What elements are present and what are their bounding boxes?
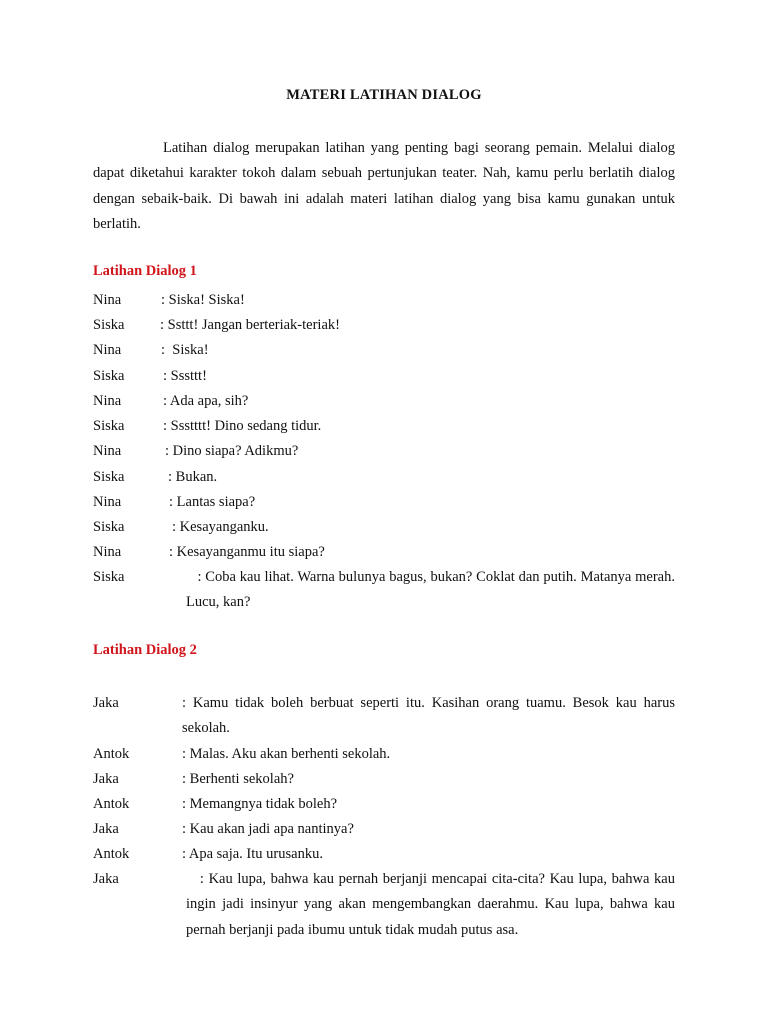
speaker-name: Siska: [93, 469, 125, 485]
dialog-text: : Apa saja. Itu urusanku.: [182, 846, 323, 862]
speaker-name: Jaka: [93, 771, 119, 787]
dialog-1-heading: Latihan Dialog 1: [93, 263, 197, 279]
speaker-name: Siska: [93, 519, 125, 535]
speaker-name: Siska: [93, 569, 125, 585]
dialog-2-heading: Latihan Dialog 2: [93, 642, 197, 658]
document-title: MATERI LATIHAN DIALOG: [286, 87, 482, 103]
dialog-text: : Kau lupa, bahwa kau pernah berjanji mencapai cita-cita? Kau lupa, bahwa kau ingin jadi insinyur yang akan mengembangkan daerahmu. Kau lupa, bahwa kau pernah berjanji pada ibumu untuk tidak mudah putus asa.: [186, 871, 679, 938]
speaker-name: Nina: [93, 393, 122, 409]
intro-text: Latihan dialog merupakan latihan yang penting bagi seorang pemain. Melalui dialog dapat diketahui karakter tokoh dalam sebuah pertunjukan teater. Nah, kamu perlu berlatih dialog dengan sebaik-baik. Di bawah ini adalah materi latihan dialog yang bisa kamu gunakan untuk berlatih.: [93, 140, 675, 232]
speaker-name: Nina: [93, 494, 122, 510]
speaker-name: Jaka: [93, 695, 119, 711]
speaker-name: Nina: [93, 443, 122, 459]
dialog-text: : Ada apa, sih?: [163, 393, 249, 409]
speaker-name: Jaka: [93, 821, 119, 837]
dialog-text: : Coba kau lihat. Warna bulunya bagus, bukan? Coklat dan putih. Matanya merah. Lucu, kan?: [186, 569, 679, 611]
dialog-text: : Lantas siapa?: [169, 494, 256, 510]
speaker-name: Antok: [93, 796, 130, 812]
dialog-text: : Memangnya tidak boleh?: [182, 796, 338, 812]
speaker-name: Nina: [93, 342, 122, 358]
speaker-name: Siska: [93, 418, 125, 434]
dialog-text: : Kesayanganmu itu siapa?: [169, 544, 325, 560]
dialog-text: : Sssttt!: [163, 368, 207, 384]
dialog-text: : Kesayanganku.: [172, 519, 269, 535]
speaker-name: Siska: [93, 368, 125, 384]
dialog-text: : Malas. Aku akan berhenti sekolah.: [182, 746, 391, 762]
dialog-text: : Bukan.: [168, 469, 218, 485]
intro-paragraph: [93, 136, 675, 237]
speaker-name: Siska: [93, 317, 125, 333]
dialog-text: : Berhenti sekolah?: [182, 771, 294, 787]
dialog-text: : Ssstttt! Dino sedang tidur.: [163, 418, 322, 434]
speaker-name: Antok: [93, 746, 130, 762]
dialog-text: : Kamu tidak boleh berbuat seperti itu. Kasihan orang tuamu. Besok kau harus sekolah.: [182, 695, 679, 737]
dialog-text: : Siska! Siska!: [161, 292, 245, 308]
dialog-text: : Ssttt! Jangan berteriak-teriak!: [160, 317, 340, 333]
speaker-name: Nina: [93, 544, 122, 560]
dialog-text: : Dino siapa? Adikmu?: [165, 443, 299, 459]
dialog-text: : Siska!: [161, 342, 209, 358]
speaker-name: Antok: [93, 846, 130, 862]
speaker-name: Jaka: [93, 871, 119, 887]
speaker-name: Nina: [93, 292, 122, 308]
dialog-text: : Kau akan jadi apa nantinya?: [182, 821, 354, 837]
